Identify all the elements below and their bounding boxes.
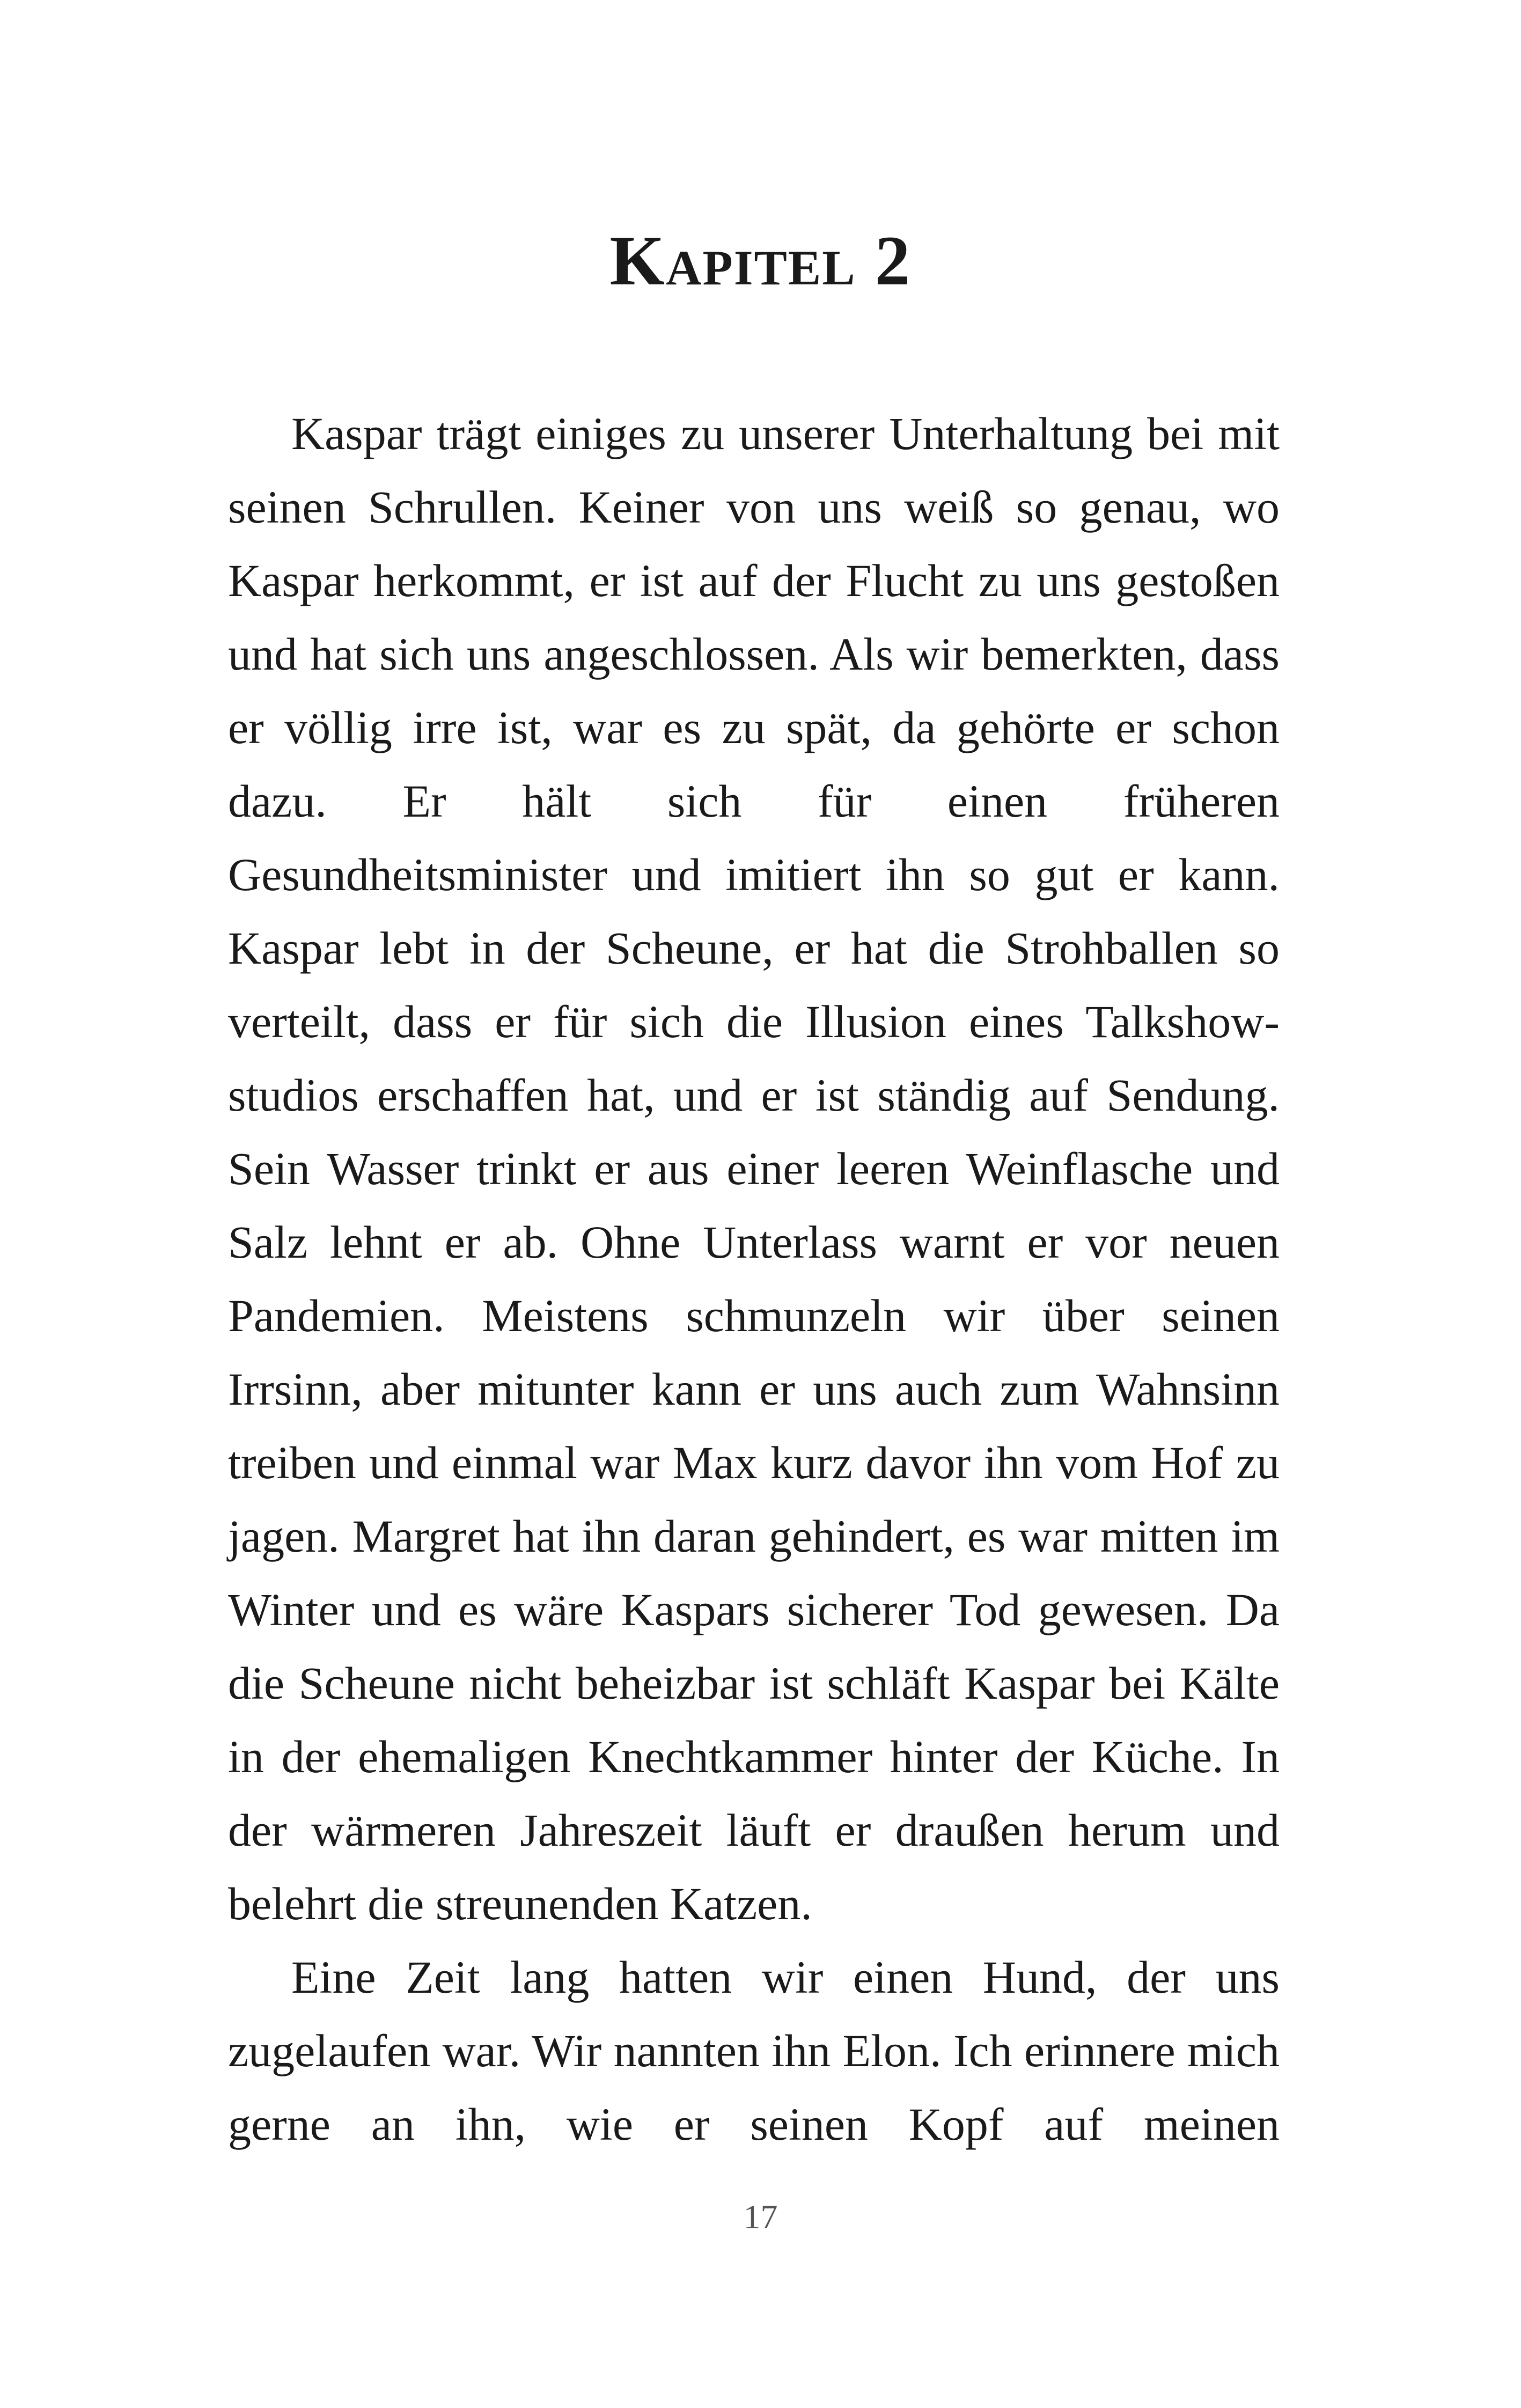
chapter-title: Kapitel 2 [609,221,912,300]
paragraph-1: Kaspar trägt einiges zu unserer Unterhaltung bei mit seinen Schrullen. Keiner von uns weiß so genau, wo Kaspar herkommt, er ist auf der Flucht zu uns gestoßen und hat sich uns angeschlossen. Als wir bemerkten, dass er völlig irre ist, war es zu spät, da gehörte er schon dazu. Er hält sich für einen früheren Gesundheitsminister und imitiert ihn so gut er kann. Kaspar lebt in der Scheune, er hat die Strohballen so verteilt, dass er für sich die Illusion eines Talkshowstudios erschaffen hat, und er ist ständig auf Sendung. Sein Wasser trinkt er aus einer leeren Weinflasche und Salz lehnt er ab. Ohne Unterlass warnt er vor neuen Pandemien. Meistens schmunzeln wir über seinen Irrsinn, aber mitunter kann er uns auch zum Wahnsinn treiben und einmal war Max kurz davor ihn vom Hof zu jagen. Margret hat ihn daran gehindert, es war mitten im Winter und es wäre Kaspars sicherer Tod gewesen. Da die Scheune nicht beheizbar ist schläft Kaspar bei Kälte in der ehemaligen Knechtkammer hinter der Küche. In der wärmeren Jahreszeit läuft er draußen herum und belehrt die streunenden Katzen. [228,408,1280,1929]
page-number: 17 [743,2198,778,2236]
paragraph-2: Eine Zeit lang hatten wir einen Hund, der uns zugelaufen war. Wir nannten ihn Elon. Ich erinnere mich gerne an ihn, wie er seinen Kopf auf meinen [228,1951,1280,2150]
body-text [228,397,1280,2161]
